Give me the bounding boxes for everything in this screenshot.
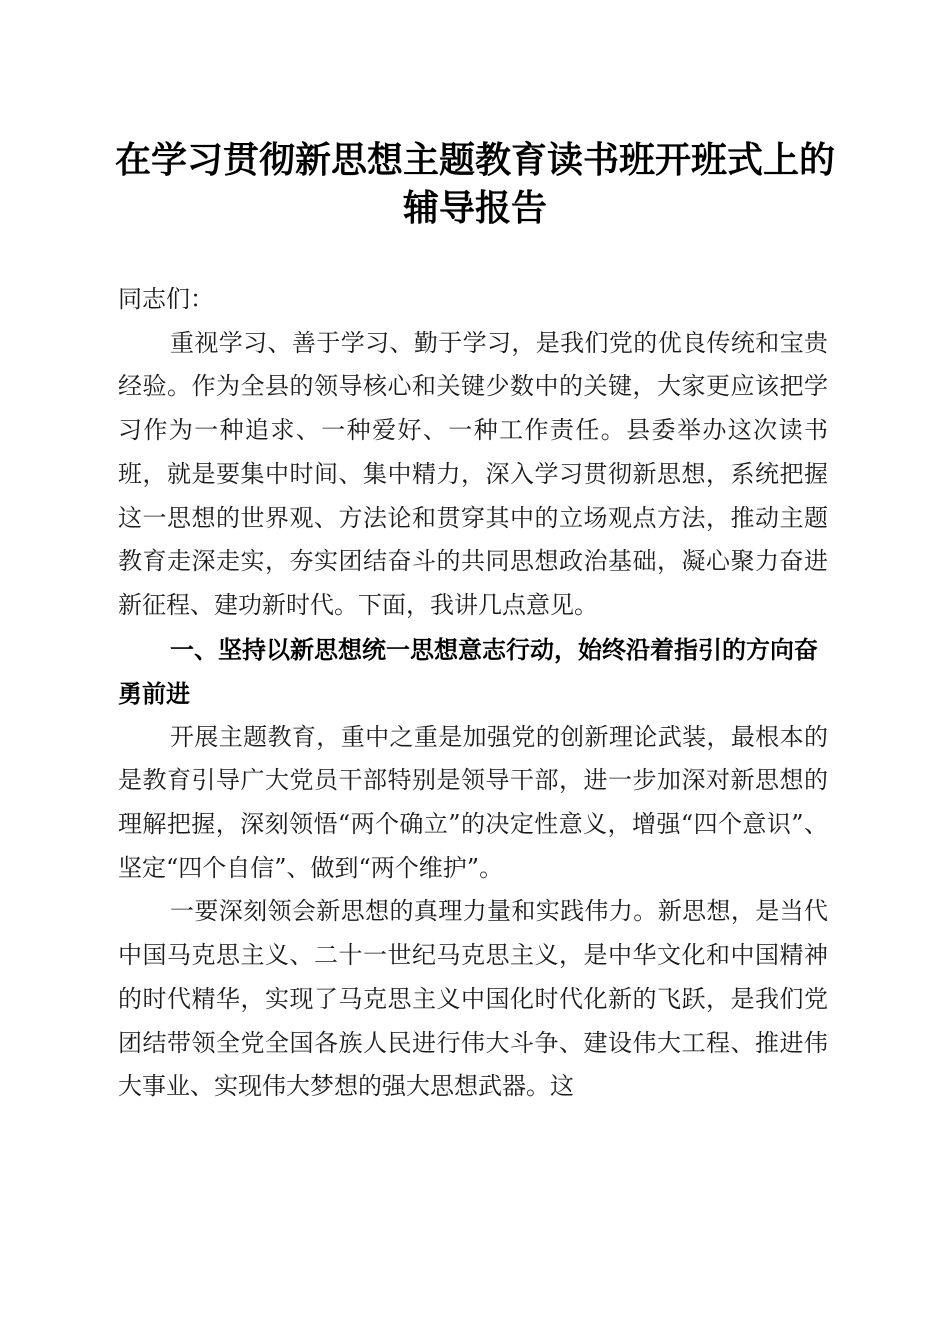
document-title xyxy=(100,136,850,232)
section-heading-1: 一、坚持以新思想统一思想意志行动，始终沿着指引的方向奋勇前进 xyxy=(118,635,818,708)
salutation: 同志们： xyxy=(118,285,214,313)
title-line-2: 辅导报告 xyxy=(402,187,547,229)
paragraph-section-1: 开展主题教育，重中之重是加强党的创新理论武装，最根本的是教育引导广大党员干部特别是领导干部，进一步加深对新思想的理解把握，深刻领悟“两个确立”的决定性意义，增强“四个意识”、坚定“四个自信”、做到“两个维护”。 xyxy=(118,722,828,882)
title-line-1: 在学习贯彻新思想主题教育读书班开班式上的 xyxy=(114,139,835,181)
paragraph-intro: 重视学习、善于学习、勤于学习，是我们党的优良传统和宝贵经验。作为全县的领导核心和关键少数中的关键，大家更应该把学习作为一种追求、一种爱好、一种工作责任。县委举办这次读书班，就是要集中时间、集中精力，深入学习贯彻新思想，系统把握这一思想的世界观、方法论和贯穿其中的立场观点方法，推动主题教育走深走实，夯实团结奋斗的共同思想政治基础，凝心聚力奋进新征程、建功新时代。下面，我讲几点意见。 xyxy=(118,328,828,619)
paragraph-section-1-point-1: 一要深刻领会新思想的真理力量和实践伟力。新思想，是当代中国马克思主义、二十一世纪马克思主义，是中华文化和中国精神的时代精华，实现了马克思主义中国化时代化新的飞跃，是我们党团结带领全党全国各族人民进行伟大斗争、建设伟大工程、推进伟大事业、实现伟大梦想的强大思想武器。这 xyxy=(118,897,828,1101)
document-body xyxy=(118,278,828,1109)
